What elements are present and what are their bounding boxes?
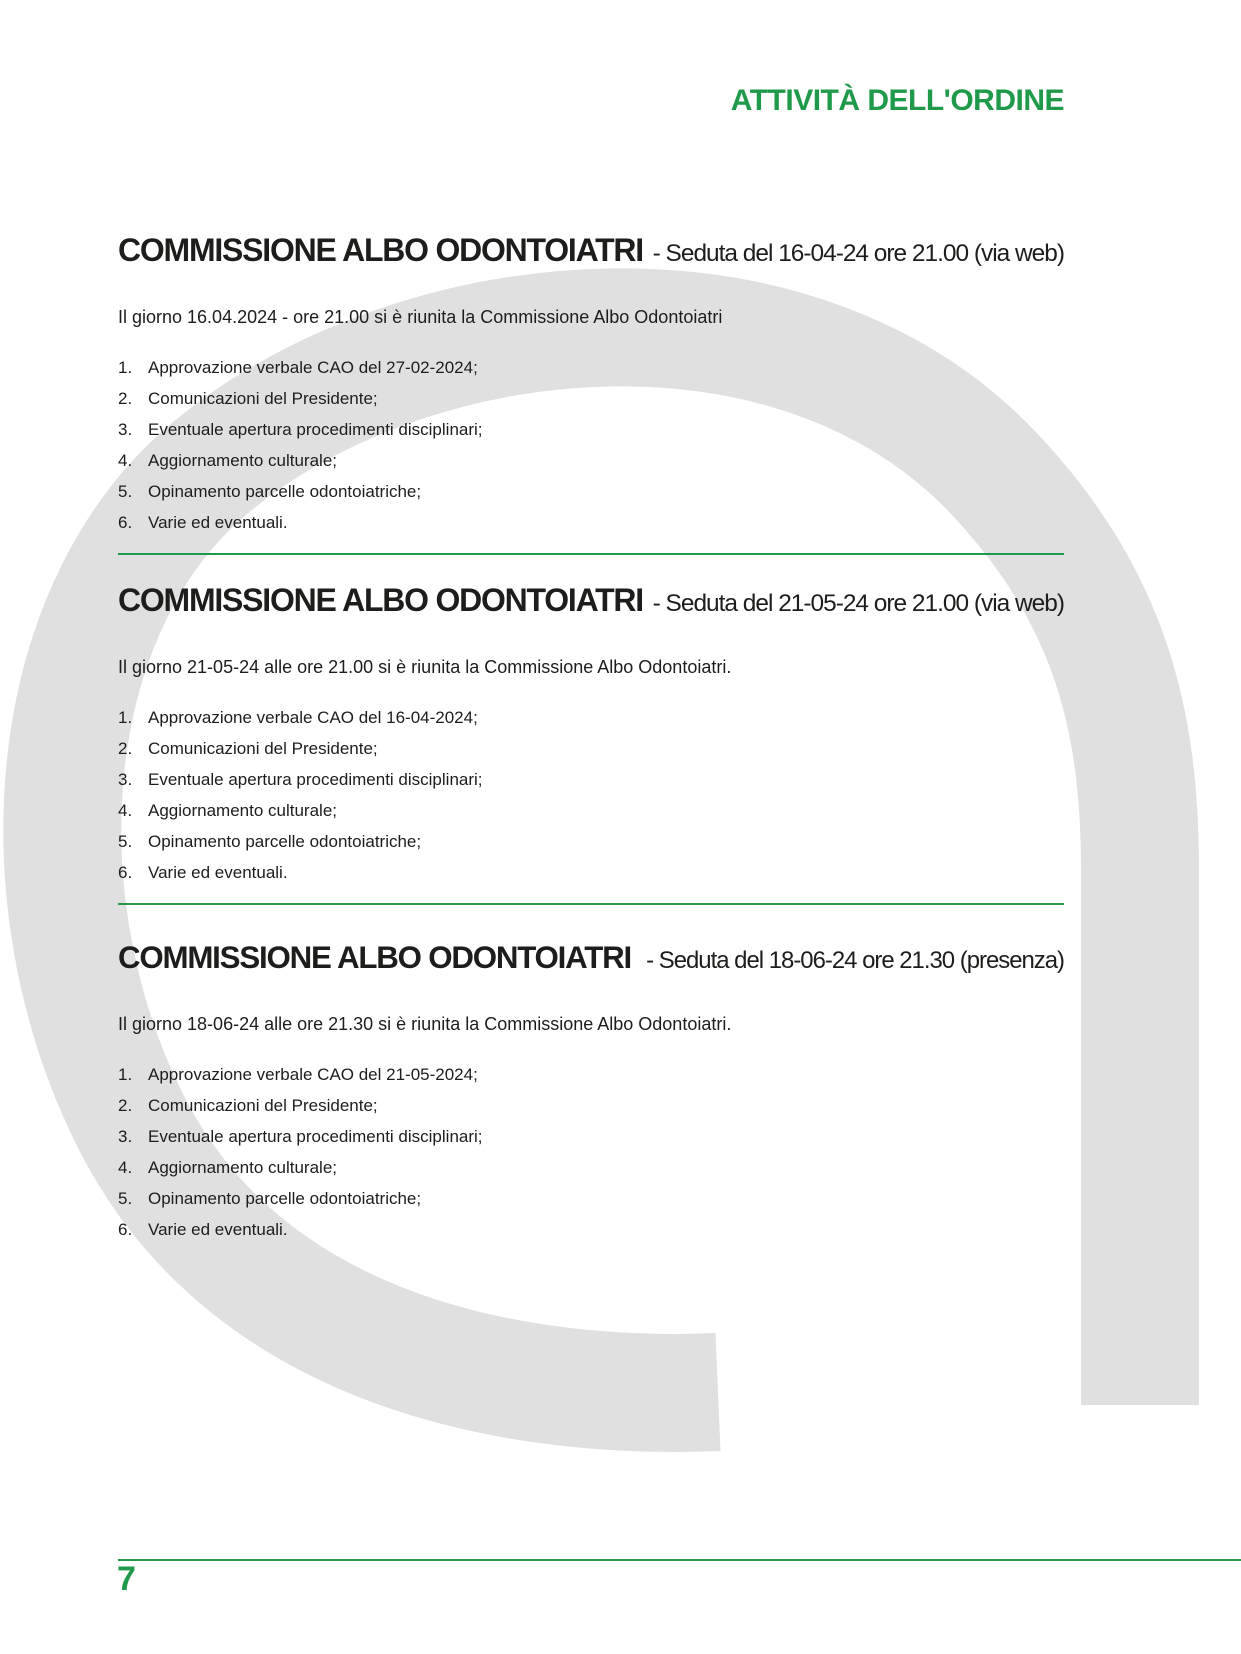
session-title-main: COMMISSIONE ALBO ODONTOIATRI bbox=[118, 940, 631, 975]
agenda-item-number: 3. bbox=[118, 770, 133, 789]
agenda-item-number: 3. bbox=[118, 420, 133, 439]
session-intro: Il giorno 18-06-24 alle ore 21.30 si è riunita la Commissione Albo Odontoiatri. bbox=[118, 1014, 732, 1034]
agenda-item-text: Varie ed eventuali. bbox=[148, 863, 288, 882]
session-title bbox=[118, 582, 1064, 619]
agenda-item-text: Opinamento parcelle odontoiatriche; bbox=[148, 482, 422, 501]
agenda-item-number: 2. bbox=[118, 389, 133, 408]
section-divider bbox=[118, 903, 1064, 905]
agenda-item-text: Aggiornamento culturale; bbox=[148, 451, 338, 470]
agenda-item-text: Eventuale apertura procedimenti disciplinari; bbox=[148, 420, 483, 439]
agenda-item-text: Approvazione verbale CAO del 27-02-2024; bbox=[148, 358, 478, 377]
session-3 bbox=[118, 940, 1064, 1245]
agenda-item-number: 4. bbox=[118, 1158, 133, 1177]
agenda-item-number: 6. bbox=[118, 513, 133, 532]
agenda-list bbox=[118, 352, 1064, 538]
agenda-item bbox=[118, 733, 1064, 764]
agenda-item bbox=[118, 1214, 1064, 1245]
session-title-main: COMMISSIONE ALBO ODONTOIATRI bbox=[118, 582, 643, 618]
page-number: 7 bbox=[117, 1560, 136, 1598]
agenda-item-number: 5. bbox=[118, 1189, 133, 1208]
session-intro: Il giorno 21-05-24 alle ore 21.00 si è riunita la Commissione Albo Odontoiatri. bbox=[118, 657, 732, 677]
agenda-item-text: Aggiornamento culturale; bbox=[148, 1158, 338, 1177]
agenda-item bbox=[118, 1152, 1064, 1183]
agenda-item bbox=[118, 507, 1064, 538]
agenda-item-number: 2. bbox=[118, 1096, 133, 1115]
session-1 bbox=[118, 232, 1064, 538]
agenda-item bbox=[118, 764, 1064, 795]
session-title-sub: - Seduta del 16-04-24 ore 21.00 (via web) bbox=[652, 240, 1064, 267]
agenda-item-number: 1. bbox=[118, 708, 133, 727]
session-title-sub: - Seduta del 18-06-24 ore 21.30 (presenza) bbox=[646, 947, 1064, 974]
agenda-item bbox=[118, 476, 1064, 507]
session-title bbox=[118, 940, 1064, 976]
agenda-item-number: 6. bbox=[118, 863, 133, 882]
agenda-item bbox=[118, 1183, 1064, 1214]
session-intro: Il giorno 16.04.2024 - ore 21.00 si è riunita la Commissione Albo Odontoiatri bbox=[118, 307, 723, 327]
agenda-item bbox=[118, 1090, 1064, 1121]
agenda-item-text: Comunicazioni del Presidente; bbox=[148, 739, 378, 758]
agenda-item-text: Eventuale apertura procedimenti disciplinari; bbox=[148, 1127, 483, 1146]
section-header: ATTIVITÀ DELL'ORDINE bbox=[730, 84, 1064, 117]
agenda-item-number: 2. bbox=[118, 739, 133, 758]
agenda-item bbox=[118, 795, 1064, 826]
session-title-sub: - Seduta del 21-05-24 ore 21.00 (via web) bbox=[652, 590, 1064, 617]
agenda-list bbox=[118, 1059, 1064, 1245]
agenda-item bbox=[118, 1121, 1064, 1152]
agenda-item-number: 6. bbox=[118, 1220, 133, 1239]
agenda-item-text: Approvazione verbale CAO del 16-04-2024; bbox=[148, 708, 478, 727]
agenda-item-text: Varie ed eventuali. bbox=[148, 1220, 288, 1239]
agenda-item bbox=[118, 445, 1064, 476]
agenda-item-number: 5. bbox=[118, 482, 133, 501]
agenda-item-text: Eventuale apertura procedimenti disciplinari; bbox=[148, 770, 483, 789]
agenda-item-text: Comunicazioni del Presidente; bbox=[148, 1096, 378, 1115]
agenda-list bbox=[118, 702, 1064, 888]
agenda-item-text: Aggiornamento culturale; bbox=[148, 801, 338, 820]
agenda-item-text: Comunicazioni del Presidente; bbox=[148, 389, 378, 408]
agenda-item bbox=[118, 383, 1064, 414]
agenda-item-number: 1. bbox=[118, 1065, 133, 1084]
agenda-item-number: 4. bbox=[118, 451, 133, 470]
agenda-item bbox=[118, 826, 1064, 857]
agenda-item bbox=[118, 352, 1064, 383]
agenda-item-text: Opinamento parcelle odontoiatriche; bbox=[148, 832, 422, 851]
agenda-item-number: 4. bbox=[118, 801, 133, 820]
agenda-item-number: 1. bbox=[118, 358, 133, 377]
agenda-item-text: Varie ed eventuali. bbox=[148, 513, 288, 532]
agenda-item-number: 3. bbox=[118, 1127, 133, 1146]
agenda-item bbox=[118, 414, 1064, 445]
agenda-item bbox=[118, 857, 1064, 888]
agenda-item bbox=[118, 702, 1064, 733]
footer-divider bbox=[118, 1559, 1241, 1561]
agenda-item-number: 5. bbox=[118, 832, 133, 851]
session-2 bbox=[118, 582, 1064, 888]
agenda-item bbox=[118, 1059, 1064, 1090]
section-divider bbox=[118, 553, 1064, 555]
agenda-item-text: Approvazione verbale CAO del 21-05-2024; bbox=[148, 1065, 478, 1084]
agenda-item-text: Opinamento parcelle odontoiatriche; bbox=[148, 1189, 422, 1208]
session-title-main: COMMISSIONE ALBO ODONTOIATRI bbox=[118, 232, 643, 268]
session-title bbox=[118, 232, 1064, 269]
